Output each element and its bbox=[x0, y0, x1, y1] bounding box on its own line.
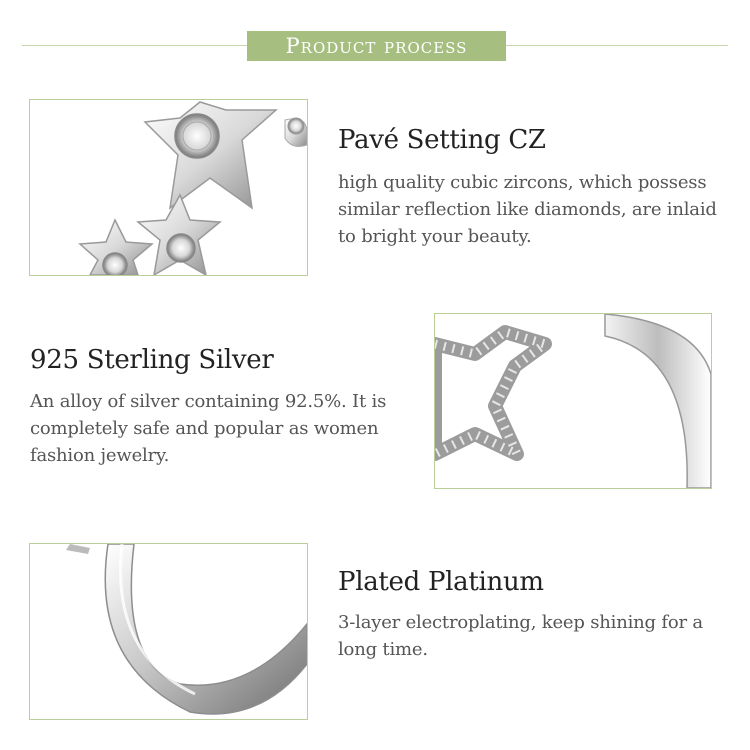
plated-band-ring-image bbox=[29, 543, 308, 720]
plated-platinum-description: 3-layer electroplating, keep shining for a long time. bbox=[338, 612, 703, 660]
section-banner: Product process bbox=[247, 31, 506, 61]
sterling-silver-title: 925 Sterling Silver bbox=[30, 345, 274, 375]
header-rule-left bbox=[22, 45, 247, 46]
header-rule-right bbox=[506, 45, 728, 46]
pave-star-ring-image bbox=[434, 313, 712, 489]
pave-setting-title: Pavé Setting CZ bbox=[338, 125, 546, 155]
pave-setting-description: high quality cubic zircons, which possess similar reflection like diamonds, are inlaid to bright your beauty. bbox=[338, 172, 717, 247]
star-ring-closeup-image bbox=[29, 99, 308, 276]
plated-platinum-title: Plated Platinum bbox=[338, 567, 544, 597]
sterling-silver-description: An alloy of silver containing 92.5%. It is completely safe and popular as women fashion jewelry. bbox=[30, 391, 387, 466]
